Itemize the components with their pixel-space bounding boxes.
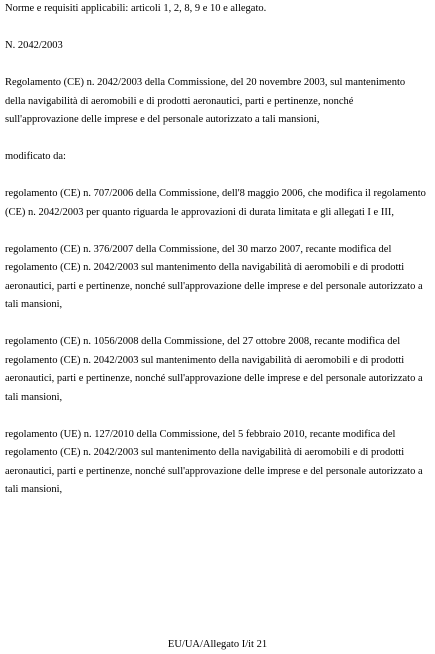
- regulation-number: N. 2042/2003: [5, 40, 63, 51]
- spacer: [5, 130, 432, 149]
- amendment-line: (CE) n. 2042/2003 per quanto riguarda le approvazioni di durata limitata e gli allegati I e III,: [5, 206, 394, 218]
- amendment-line: aeronautici, parti e pertinenze, nonché sull'approvazione delle imprese e del personale autorizzato a: [5, 465, 423, 477]
- regulation-paragraph: [5, 74, 432, 130]
- amendment-paragraph: [5, 241, 432, 315]
- amendment-paragraph: [5, 185, 432, 222]
- spacer: [5, 222, 432, 241]
- amendment-line: tali mansioni,: [5, 391, 63, 403]
- amendment-paragraph: [5, 426, 432, 500]
- spacer: [5, 56, 432, 75]
- amendment-line: tali mansioni,: [5, 299, 63, 310]
- spacer: [5, 407, 432, 426]
- amendment-line: regolamento (CE) n. 376/2007 della Commissione, del 30 marzo 2007, recante modifica del: [5, 243, 392, 255]
- amendment-line: aeronautici, parti e pertinenze, nonché sull'approvazione delle imprese e del personale autorizzato a: [5, 280, 423, 292]
- applicable-rules-line: Norme e requisiti applicabili: articoli 1, 2, 8, 9 e 10 e allegato.: [5, 3, 267, 14]
- amendment-line: regolamento (CE) n. 707/2006 della Commissione, dell'8 maggio 2006, che modifica il regolamento: [5, 188, 426, 199]
- amendment-line: tali mansioni,: [5, 484, 63, 495]
- amendment-line: regolamento (CE) n. 2042/2003 sul mantenimento della navigabilità di aeromobili e di prodotti: [5, 447, 405, 458]
- spacer: [5, 19, 432, 38]
- amendment-paragraph: [5, 333, 432, 407]
- amendment-line: regolamento (CE) n. 2042/2003 sul mantenimento della navigabilità di aeromobili e di prodotti: [5, 354, 405, 366]
- amendment-line: aeronautici, parti e pertinenze, nonché sull'approvazione delle imprese e del personale autorizzato a: [5, 373, 423, 384]
- amendment-line: regolamento (UE) n. 127/2010 della Commissione, del 5 febbraio 2010, recante modifica del: [5, 428, 396, 440]
- regulation-line: sull'approvazione delle imprese e del personale autorizzato a tali mansioni,: [5, 114, 320, 125]
- page-footer: EU/UA/Allegato I/it 21: [167, 639, 268, 650]
- amendment-line: regolamento (CE) n. 2042/2003 sul mantenimento della navigabilità di aeromobili e di prodotti: [5, 262, 405, 273]
- spacer: [5, 167, 432, 186]
- document-page: [5, 0, 432, 500]
- modified-by-label: modificato da:: [5, 151, 66, 162]
- regulation-line: della navigabilità di aeromobili e di prodotti aeronautici, parti e pertinenze, nonché: [5, 95, 354, 107]
- spacer: [5, 315, 432, 334]
- regulation-line: Regolamento (CE) n. 2042/2003 della Commissione, del 20 novembre 2003, sul mantenimento: [5, 77, 406, 88]
- amendment-line: regolamento (CE) n. 1056/2008 della Commissione, del 27 ottobre 2008, recante modifica del: [5, 336, 401, 347]
